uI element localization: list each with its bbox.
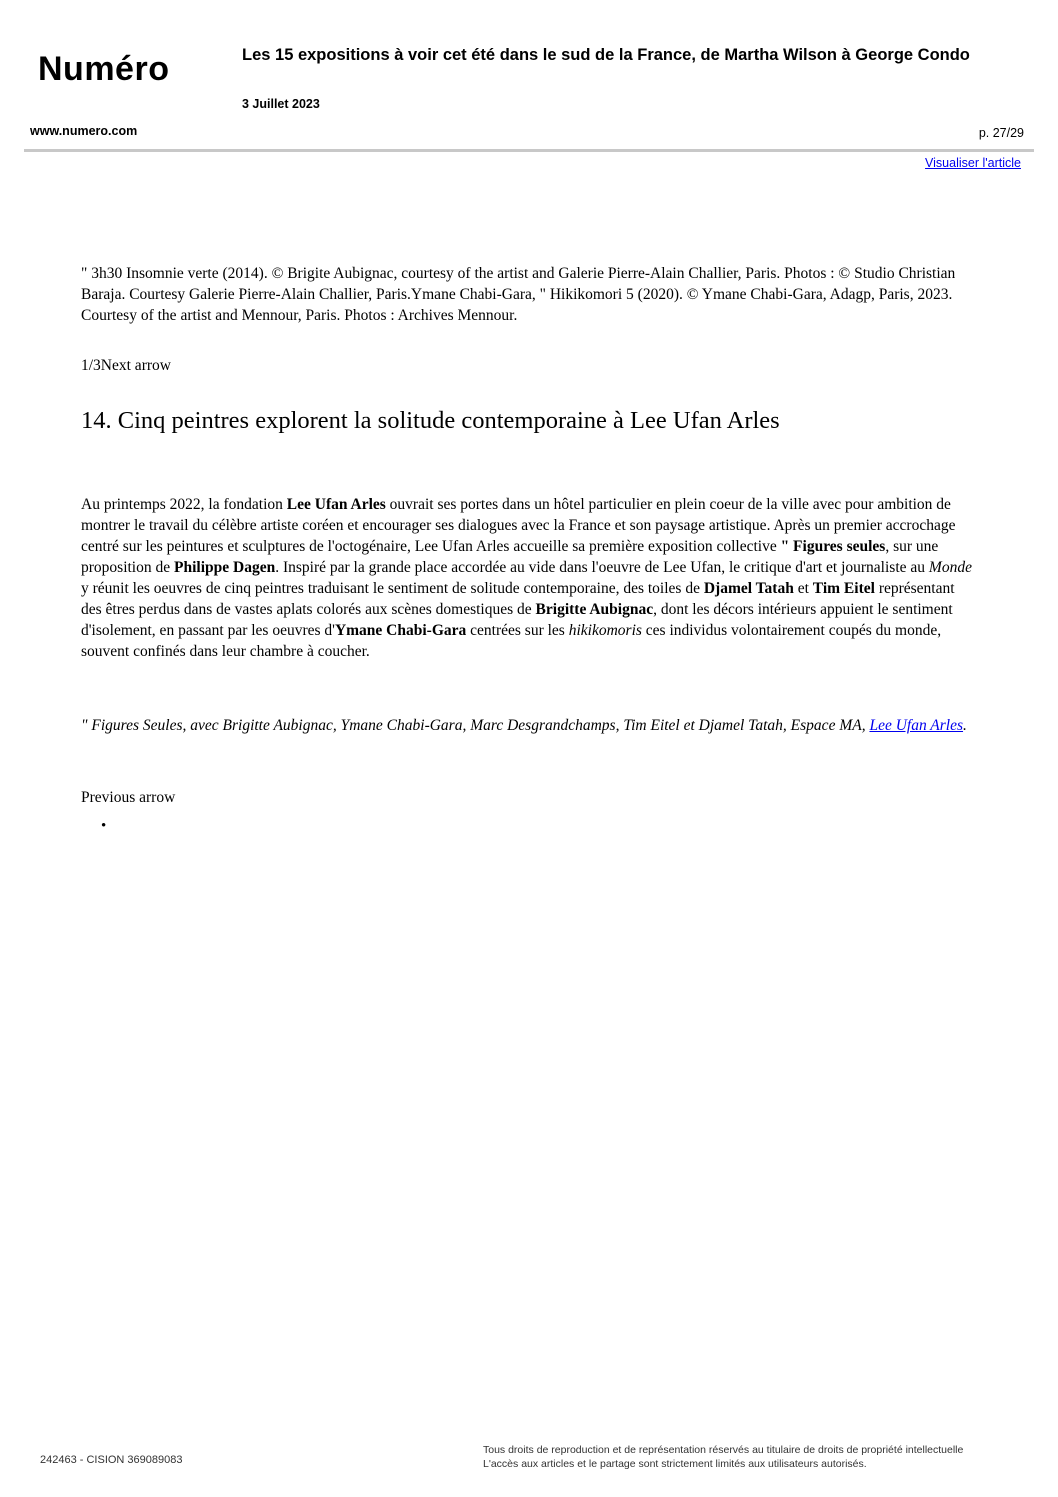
para-italic: Monde [928, 559, 972, 576]
para-text: et [793, 580, 813, 597]
para-text: ouvrait ses portes dans un hôtel particulier en plein coeur de la ville avec pour ambition de montrer le travail du célèbre artiste coréen et encourager ses dialogues avec la France et son paysage artistique. Après un premier accrochage centré sur les peintures et sculptures de l'octogénaire, Lee Ufan Arles accueille sa première exposition collective [81, 496, 956, 555]
para-text: représentant des êtres perdus dans de vastes aplats colorés aux scènes domestiques de [81, 580, 955, 618]
caption-quote: " [81, 265, 92, 282]
previous-arrow[interactable]: Previous arrow [81, 789, 176, 806]
para-bold: Philippe Dagen [174, 559, 276, 576]
footer-rights-line: L'accès aux articles et le partage sont strictement limités aux utilisateurs autorisés. [483, 1458, 867, 1470]
image-caption [81, 263, 976, 326]
para-text: , sur une proposition de [81, 538, 939, 576]
lee-ufan-arles-link[interactable]: Lee Ufan Arles [869, 717, 964, 734]
para-text: ces individus volontairement coupés du monde, souvent confinés dans leur chambre à coucher. [81, 622, 942, 660]
section-title: 14. Cinq peintres explorent la solitude contemporaine à Lee Ufan Arles [81, 407, 780, 434]
publication-date: 3 Juillet 2023 [242, 97, 320, 111]
para-text: y réunit les oeuvres de cinq peintres traduisant le sentiment de solitude contemporaine, des toiles de [81, 580, 704, 597]
para-bold: Brigitte Aubignac [535, 601, 654, 618]
header-divider [24, 149, 1034, 152]
para-text: , dont les décors intérieurs appuient le sentiment d'isolement, en passant par les oeuvres d' [81, 601, 953, 639]
view-article-link[interactable]: Visualiser l'article [925, 156, 1021, 170]
credit-text: " Figures Seules, avec Brigitte Aubignac, Ymane Chabi-Gara, Marc Desgrandchamps, Tim Eitel et Djamel Tatah, Espace MA, [81, 717, 870, 734]
para-italic: hikikomoris [568, 622, 642, 639]
para-bold: Ymane Chabi-Gara [334, 622, 467, 639]
para-text: Au printemps 2022, la fondation [81, 496, 287, 513]
exhibition-credit [81, 715, 976, 736]
caption-text: 3h30 Insomnie verte (2014). © Brigite Aubignac, courtesy of the artist and Galerie Pierre-Alain Challier, Paris. Photos : © Studio Christian Baraja. Courtesy Galerie Pierre-Alain Challier, Paris.Ymane Chabi-Gara, " Hikikomori 5 (2020). © Ymane Chabi-Gara, Adagp, Paris, 2023. Courtesy of the artist and Mennour, Paris. Photos : Archives Mennour. [81, 265, 956, 324]
article-paragraph [81, 494, 976, 662]
credit-end: . [963, 717, 967, 734]
footer-reference: 242463 - CISION 369089083 [40, 1454, 183, 1466]
page-number: p. 27/29 [978, 126, 1024, 140]
carousel-bullet[interactable]: • [101, 818, 107, 834]
article-headline: Les 15 expositions à voir cet été dans le sud de la France, de Martha Wilson à George Condo [242, 46, 970, 64]
slide-counter[interactable]: 1/3Next arrow [81, 357, 171, 374]
footer-rights [483, 1443, 963, 1471]
publication-logo: Numéro [38, 50, 170, 88]
para-bold: " Figures seules [780, 538, 886, 555]
para-text: centrées sur les [466, 622, 569, 639]
para-text: . Inspiré par la grande place accordée au vide dans l'oeuvre de Lee Ufan, le critique d'art et journaliste au [275, 559, 929, 576]
source-site: www.numero.com [30, 124, 138, 138]
para-bold: Lee Ufan Arles [286, 496, 386, 513]
para-bold: Djamel Tatah [703, 580, 794, 597]
para-bold: Tim Eitel [812, 580, 875, 597]
footer-rights-line: Tous droits de reproduction et de représentation réservés au titulaire de droits de propriété intellectuelle [483, 1444, 964, 1456]
